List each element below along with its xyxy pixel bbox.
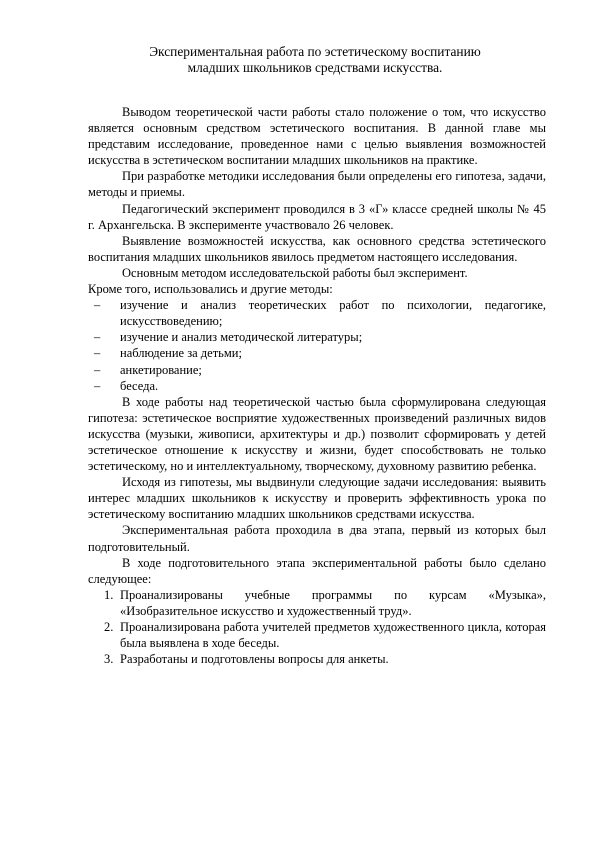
title-line-2: младших школьников средствами искусства. [187,60,443,75]
step-number: 2. [104,620,114,634]
dash-marker: – [94,298,101,313]
list-item-text: беседа. [120,378,159,393]
paragraph-hypothesis: В ходе работы над теоретической частью была сформулирована следующая гипотеза: эстетическое восприятие художественных произведений различных видов искусства (музыки, живописи, архитектуры и др.) позволит сформировать у детей эстетическое отношение к искусству и жизни, будет способствовать не только эстетическому, но и интеллектуальному, творческому, духовному развитию ребенка. [88,394,546,474]
step-text: Проанализированы учебные программы по курсам «Музыка», «Изобразительное искусство и художественный труд». [120,587,546,618]
dash-marker: – [94,362,101,377]
step-number: 3. [104,652,114,667]
list-item [88,587,546,619]
list-item [88,651,546,667]
list-item [88,345,546,361]
list-item-text: анкетирование; [120,362,202,377]
step-text: Проанализирована работа учителей предметов художественного цикла, которая была выявлена в ходе беседы. [120,620,546,651]
list-item [88,619,546,651]
paragraph-tasks: Исходя из гипотезы, мы выдвинули следующие задачи исследования: выявить интерес младших школьников к искусству и проверить эффективность урока по эстетическому воспитанию младших школьников средствами искусства. [88,475,546,522]
list-item-text: наблюдение за детьми; [120,346,242,361]
paragraph-preparatory: В ходе подготовительного этапа экспериментальной работы было сделано следующее: [88,555,546,586]
document-body [88,104,546,667]
dash-marker: – [94,330,101,345]
methods-list [88,297,546,394]
paragraph-experiment: Педагогический эксперимент проводился в 3 «Г» классе средней школы № 45 г. Архангельска. В эксперименте участвовало 26 человек. [88,201,546,232]
paragraph-intro: Выводом теоретической части работы стало положение о том, что искусство является основным средством эстетического воспитания. В данной главе мы представим исследование, проведенное нами с целью выявления возможностей искусства в эстетическом воспитании младших школьников на практике. [88,105,546,168]
list-item-text: изучение и анализ методической литературы; [120,330,363,345]
list-item [88,378,546,394]
dash-marker: – [94,378,101,393]
dash-marker: – [94,346,101,361]
title-line-1: Экспериментальная работа по эстетическому воспитанию [149,44,481,59]
list-item-text: изучение и анализ теоретических работ по психологии, педагогике, искусствоведению; [120,298,546,329]
step-number: 1. [104,587,114,602]
list-item [88,297,546,329]
list-item [88,362,546,378]
list-item [88,329,546,345]
document-title [90,44,540,76]
paragraph-methodology: При разработке методики исследования были определены его гипотеза, задачи, методы и приемы. [88,169,546,200]
paragraph-other-methods: Кроме того, использовались и другие методы: [88,282,333,297]
paragraph-main-method: Основным методом исследовательской работы был эксперимент. [122,265,468,280]
step-text: Разработаны и подготовлены вопросы для анкеты. [120,652,389,667]
steps-list [88,587,546,667]
paragraph-stages: Экспериментальная работа проходила в два этапа, первый из которых был подготовительный. [88,523,546,554]
paragraph-subject: Выявление возможностей искусства, как основного средства эстетического воспитания младших школьников явилось предметом настоящего исследования. [88,233,546,264]
